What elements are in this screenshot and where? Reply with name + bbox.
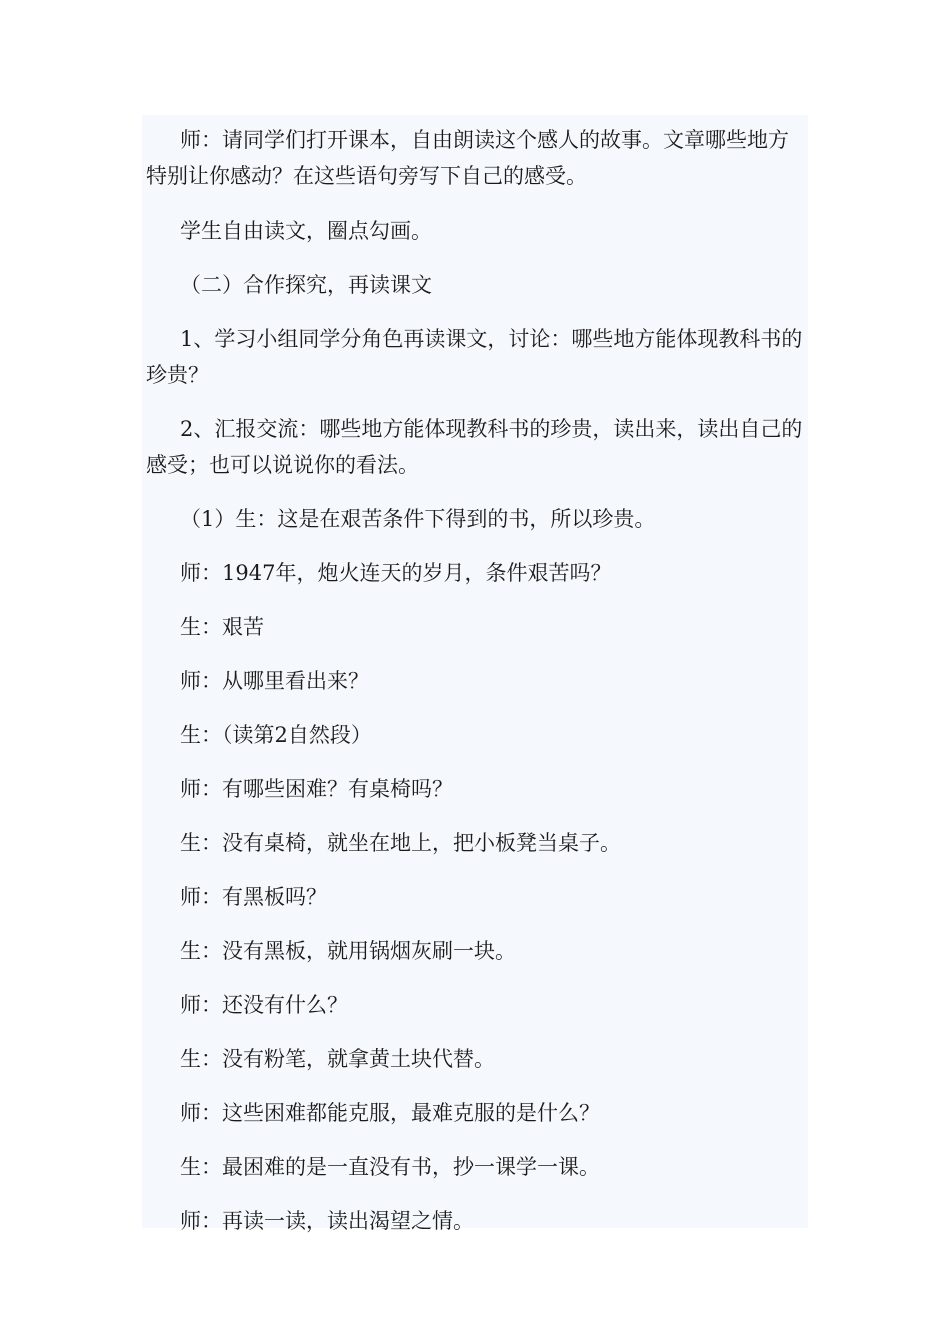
paragraph: （二）合作探究，再读课文 bbox=[180, 273, 432, 297]
paragraph: 生：没有黑板，就用锅烟灰刷一块。 bbox=[180, 939, 516, 963]
paragraph: 师：还没有什么？ bbox=[180, 993, 348, 1017]
paragraph: 生：艰苦 bbox=[180, 615, 264, 639]
document-text-block bbox=[142, 115, 808, 1233]
paragraph: 生：（读第2自然段） bbox=[180, 723, 372, 747]
paragraph: 生：最困难的是一直没有书，抄一课学一课。 bbox=[180, 1155, 600, 1179]
paragraph: 2、汇报交流：哪些地方能体现教科书的珍贵，读出来，读出自己的感受；也可以说说你的看法。 bbox=[146, 417, 803, 477]
paragraph: 学生自由读文，圈点勾画。 bbox=[180, 219, 432, 243]
paragraph: 师：1947年，炮火连天的岁月，条件艰苦吗？ bbox=[180, 561, 612, 585]
paragraph: 1、学习小组同学分角色再读课文，讨论：哪些地方能体现教科书的珍贵？ bbox=[146, 327, 803, 387]
paragraph: 师：这些困难都能克服，最难克服的是什么？ bbox=[180, 1101, 600, 1125]
paragraph: 师：再读一读，读出渴望之情。 bbox=[180, 1209, 474, 1233]
paragraph: 生：没有粉笔，就拿黄土块代替。 bbox=[180, 1047, 495, 1071]
paragraph: （1）生：这是在艰苦条件下得到的书，所以珍贵。 bbox=[180, 507, 656, 531]
paragraph: 师：从哪里看出来？ bbox=[180, 669, 369, 693]
paragraph: 师：有黑板吗？ bbox=[180, 885, 327, 909]
paragraph: 师：有哪些困难？有桌椅吗？ bbox=[180, 777, 453, 801]
paragraph: 师：请同学们打开课本，自由朗读这个感人的故事。文章哪些地方特别让你感动？在这些语句旁写下自己的感受。 bbox=[146, 128, 789, 188]
paragraph: 生：没有桌椅，就坐在地上，把小板凳当桌子。 bbox=[180, 831, 621, 855]
